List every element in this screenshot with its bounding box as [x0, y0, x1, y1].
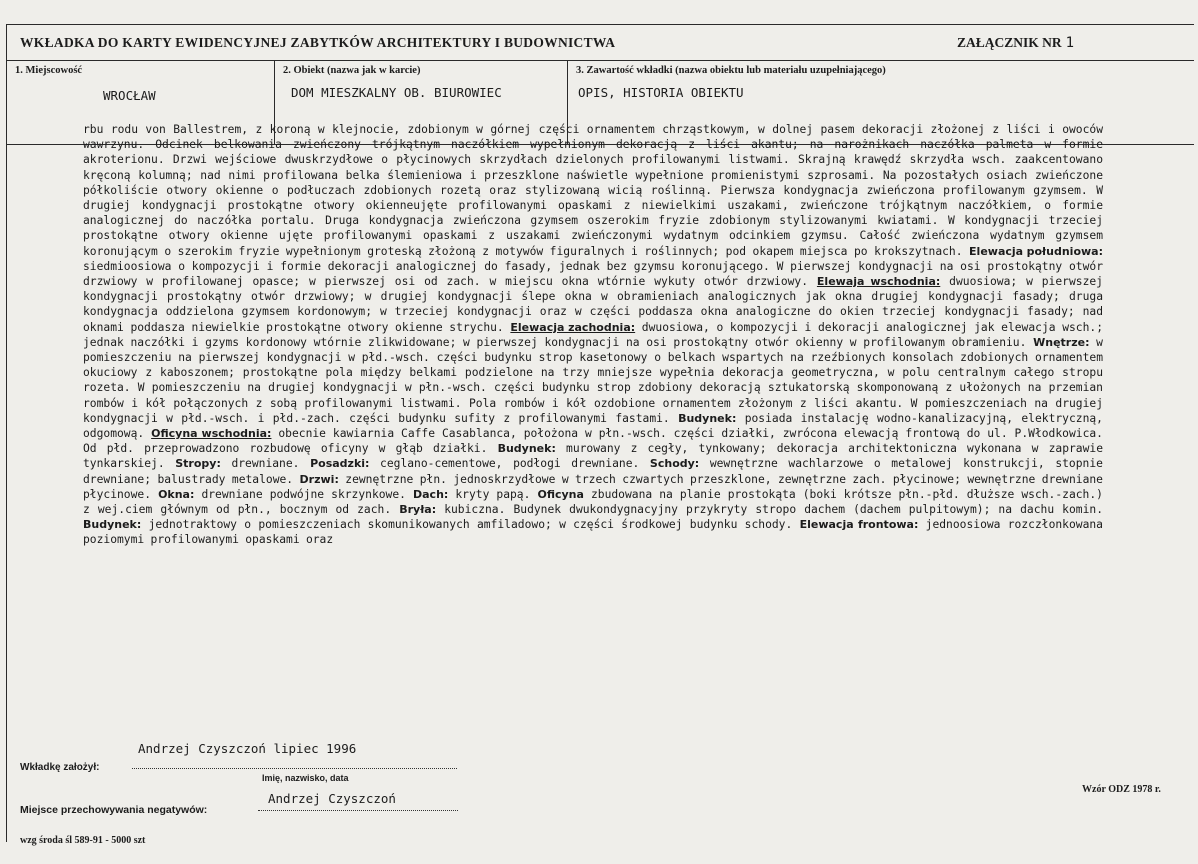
elevation-west-label: Elewacja zachodnia:: [510, 320, 636, 334]
object-value: DOM MIESZKALNY OB. BIUROWIEC: [291, 85, 502, 100]
ceilings-label: Stropy:: [175, 457, 221, 471]
building-label: Budynek:: [678, 411, 737, 425]
annex-number: 1: [1065, 35, 1075, 51]
negatives-value: Andrzej Czyszczoń: [268, 791, 396, 806]
negatives-label: Miejsce przechowywania negatywów:: [20, 804, 208, 816]
body-text-1: rbu rodu von Ballestrem, z koroną w klejnocie, zdobionym w górnej części ornamentem chrząstkowym, w dolnej pasem dekoracji złożonej z liści i owoców wawrzynu. Odcinek belkowania zwieńczony trójkątnym naczółkiem wypełnionym dekoracją z liści akantu; na narożnikach naczółka palmeta w formie akroterionu. Drzwi wejściowe dwuskrzydłowe o płycinowych skrzydłach dzielonych profilowanymi listwami. Skrajną krawędź skrzydła wsch. zaakcentowano kręconą kolumną; nad nimi profilowana belka ślemieniowa i przeszklone naświetle wypełnione promienistymi szprosami. Na pozostałych osiach zwieńczone półkoliście otwory okienne o podłuczach zdobionych rozetą oraz stylizowaną wicią roślinną. Pierwsza kondygnacja zwieńczona profilowanym gzymsem. W drugiej kondygnacji prostokątne otwory okienneujęte profilowanymi opaskami z niewielkimi uszakami, zwieńczone trójkątnym naczółkiem, o formie analogicznej do naczółka portalu. Druga kondygnacja zwieńczona gzymsem oszerokim fryzie zdobionym stylizowanymi kwiatami. W kondygnacji trzeciej prostokątne otwory okienne ujęte profilowanymi opaskami z uszakami zwieńczonymi wydatnym odcinkiem gzymsu. Całość zwieńczona wydatnym gzymsem koronującym o szerokim fryzie wypełnionym groteską złożoną z motywów figuralnych i roślinnych; pod okapem miejsca po krokszytnach.: [83, 123, 1103, 258]
description-body: [83, 122, 1103, 548]
print-info: wzg środa śl 589-91 - 5000 szt: [20, 835, 146, 846]
mass-label: Bryła:: [399, 503, 437, 517]
body-text-11: wewnętrzne wachlarzowe o metalowej konstrukcji, stopnie drewniane; balustrady metalowe.: [83, 457, 1103, 486]
annex-label-text: ZAŁĄCZNIK NR: [957, 35, 1062, 50]
annex-label: [957, 35, 1074, 51]
founder-dotted-line: [132, 768, 457, 769]
roof-label: Dach:: [413, 487, 449, 501]
body-text-17: jednotraktowy o pomieszczeniach skomunikowanych amfiladowo; w części środkowej budynku schody.: [148, 518, 793, 532]
body-text-3: dwuosiowa; w pierwszej kondygnacji prostokątny otwór drzwiowy; w drugiej kondygnacji ślepe okna w obramieniach analogicznych jak okna drugiej kondygnacji fasady; druga kondygnacja oddzielona gzymsem kordonowym; w trzeciej kondygnacji oraz w części poddasza okna analogiczne do okien trzeciej kondygnacji fasady; nad oknami poddasza niewielkie prostokątne otwory okienne strychu.: [83, 275, 1103, 334]
founder-label: Wkładkę założył:: [20, 762, 100, 773]
body-text-16: kubiczna. Budynek dwukondygnacyjny przykryty stropo dachem (dachem pulpitowym); na dachu komin.: [444, 503, 1103, 517]
stairs-label: Schody:: [649, 457, 700, 471]
body-text-14: kryty papą.: [455, 487, 531, 501]
body-text-15: zbudowana na planie prostokąta (boki krótsze płn.-płd. dłuższe wsch.-zach.) z wej.ciem głównym od płn., bocznym od zach.: [83, 487, 1103, 517]
body-text-6: posiada instalację wodno-kanalizacyjną, elektryczną, odgomową.: [83, 411, 1103, 441]
body-text-13: drewniane podwójne skrzynkowe.: [201, 487, 406, 501]
body-text-4: dwuosiowa, o kompozycji i dekoracji analogicznej jak elewacja wsch.; jednak naczółki i gzyms kordonowy wtórnie zlikwidowane; w pierwszej kondygnacji na osi prostokątny otwór okienny w profilowanym obramieniu.: [83, 320, 1104, 349]
content-label: 3. Zawartość wkładki (nazwa obiektu lub materiału uzupełniającego): [576, 65, 886, 76]
annex-east-label: Oficyna wschodnia:: [151, 427, 272, 441]
body-text-12: zewnętrzne płn. jednoskrzydłowe w trzech czwartych przeszklone, zewnętrzne zach. płycinowe; wewnętrzne drewniane płycinowe.: [83, 472, 1103, 501]
interior-label: Wnętrze:: [1033, 335, 1090, 349]
body-text-7: obecnie kawiarnia Caffe Casablanca, położona w płn.-wsch. części działki, zwrócona elewacją frontową do ul. P.Włodkowica. Od płd. przeprowadzono rozbudowę oficyny w głąb działki.: [83, 427, 1103, 456]
doors-label: Drzwi:: [299, 472, 339, 486]
content-value: OPIS, HISTORIA OBIEKTU: [578, 85, 744, 100]
annex-building-label: Oficyna: [537, 487, 584, 501]
elevation-east-label: Elewaja wschodnia:: [816, 275, 941, 289]
body-text-8: murowany z cegły, tynkowany; dekoracja architektoniczna wykonana w zaprawie tynkarskiej.: [83, 442, 1103, 471]
location-value: WROCŁAW: [103, 88, 156, 103]
body-text-18: jednoosiowa rozczłonkowana poziomymi profilowanymi opaskami oraz: [83, 518, 1103, 547]
form-title: WKŁADKA DO KARTY EWIDENCYJNEJ ZABYTKÓW ARCHITEKTURY I BUDOWNICTWA: [20, 35, 616, 50]
body-text-9: drewniane.: [231, 457, 300, 471]
founder-name: Andrzej Czyszczoń lipiec 1996: [138, 741, 357, 756]
floors-label: Posadzki:: [310, 457, 370, 471]
negatives-dotted-line: [258, 810, 458, 811]
elevation-front-label: Elewacja frontowa:: [799, 518, 919, 532]
object-label: 2. Obiekt (nazwa jak w karcie): [283, 65, 421, 76]
form-model: Wzór ODZ 1978 r.: [1082, 784, 1161, 795]
building2-label: Budynek:: [497, 442, 556, 456]
body-text-2: siedmioosiowa o kompozycji i formie dekoracji analogicznej do fasady, jednak bez gzymsu koronującego. W pierwszej kondygnacji na osi prostokątny otwór drzwiowy w profilowanej opasce; w pierwszej osi od zach. w miejscu okna wtórnie wykuty otwór drzwiowy.: [83, 259, 1103, 289]
building3-label: Budynek:: [83, 518, 142, 532]
body-text-5: w pomieszczeniu na pierwszej kondygnacji w płd.-wsch. części budynku strop kasetonowy o belkach wspartych na rzeźbionych konsolach zdobionych ornamentem okuciowy z kaboszonem; prostokątne pola między belkami podzielone na trzy mniejsze wypełnia dekoracja geometryczna, w polu centralnym całego stropu rozeta. W pomieszczeniu na drugiej kondygnacji w płn.-wsch. części budynku strop zdobiony dekoracją sztukatorską skomponowaną z ułożonych na przemian rombów i kół połączonych z sobą profilowanymi listwami. Pola rombów i kół ozdobione ornamentem złożonym z liści akantu. W pomieszczeniach na drugiej kondygnacji w płd.-wsch. i płd.-zach. części budynku sufity z profilowanymi fastami.: [83, 335, 1103, 425]
founder-caption: Imię, nazwisko, data: [262, 773, 349, 783]
body-text-10: ceglano-cementowe, podłogi drewniane.: [380, 457, 640, 471]
form-header: [7, 25, 1194, 61]
location-label: 1. Miejscowość: [15, 65, 83, 76]
elevation-south-label: Elewacja południowa:: [969, 244, 1103, 258]
windows-label: Okna:: [158, 487, 195, 501]
